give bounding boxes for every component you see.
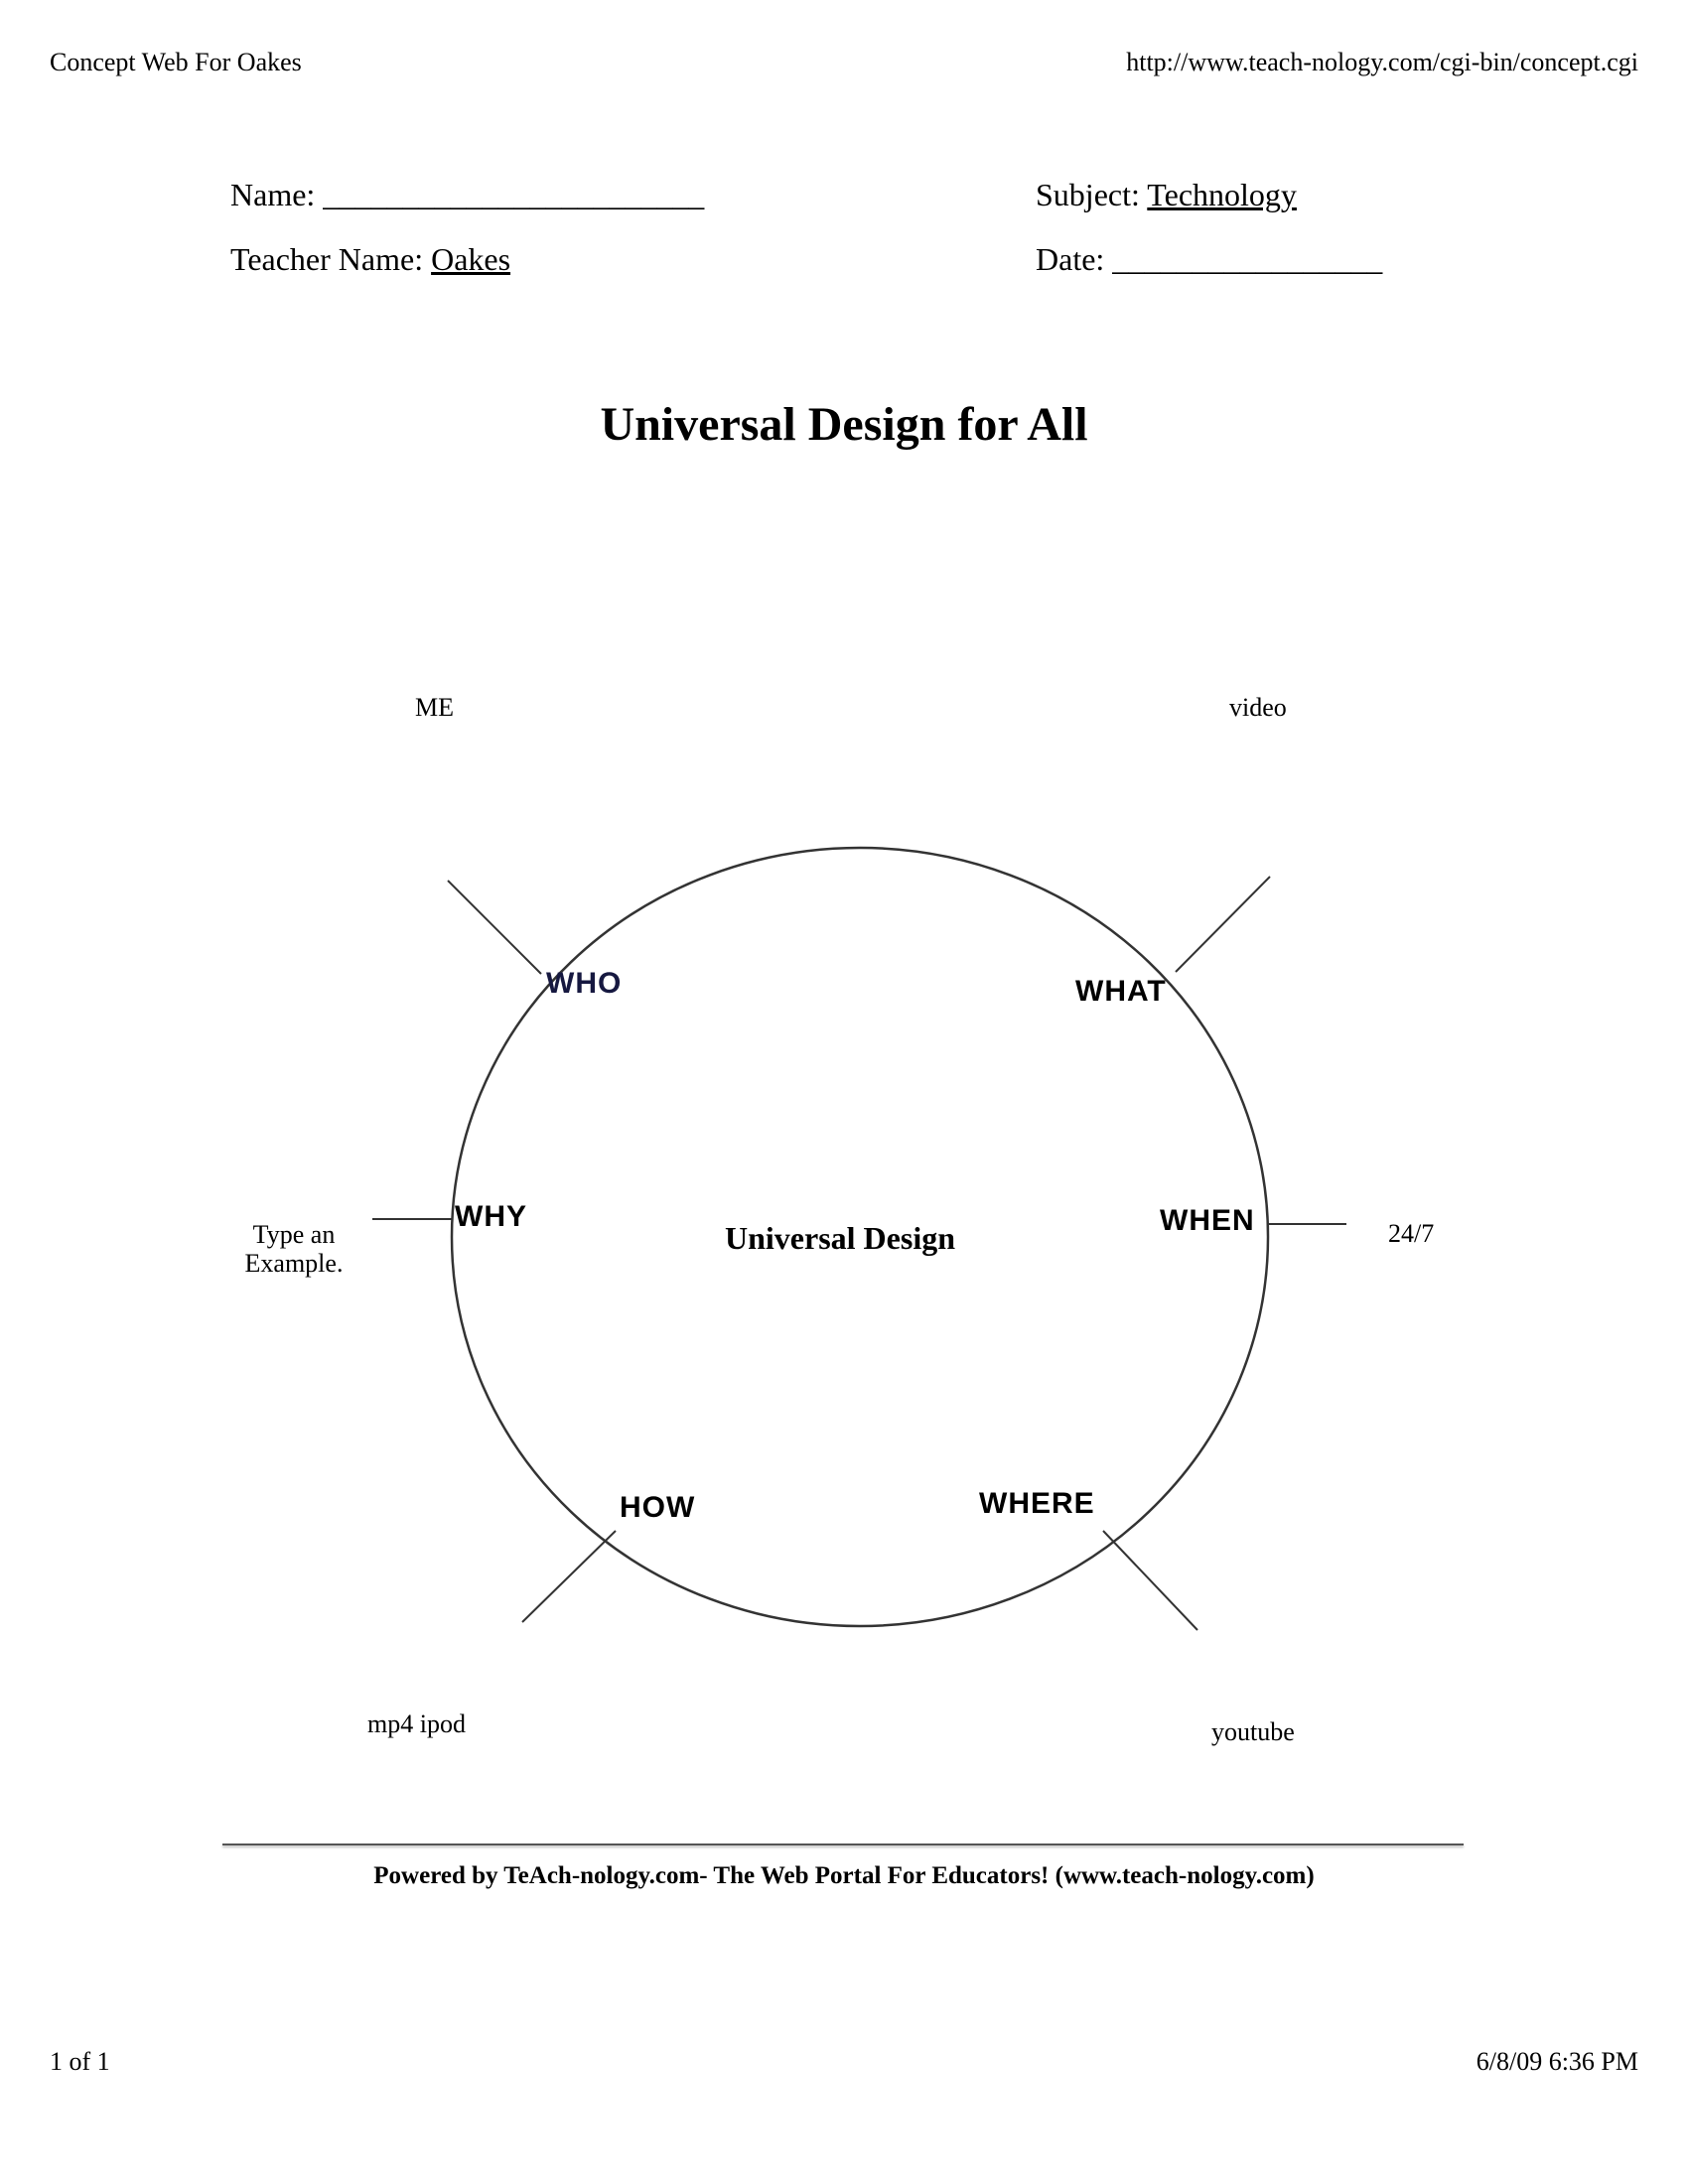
footer-divider	[222, 1843, 1464, 1845]
center-concept: Universal Design	[725, 1220, 955, 1256]
page-title: Universal Design for All	[600, 398, 1088, 451]
print-header-url: http://www.teach-nology.com/cgi-bin/concept.cgi	[1126, 48, 1638, 76]
spoke-line-how	[522, 1531, 616, 1622]
spoke-line-who	[448, 881, 541, 974]
spoke-label-where: WHERE	[979, 1487, 1095, 1520]
spoke-line-where	[1103, 1531, 1197, 1630]
example-where: youtube	[1211, 1717, 1295, 1746]
powered-by-footer: Powered by TeAch-nology.com- The Web Portal For Educators! (www.teach-nology.com)	[373, 1862, 1315, 1889]
subject-label: Subject:	[1036, 177, 1140, 212]
name-blank: ________________________	[323, 177, 705, 212]
example-why: Type an Example.	[244, 1220, 344, 1278]
spoke-label-how: HOW	[620, 1491, 696, 1524]
spoke-label-who: WHO	[546, 967, 623, 1000]
spoke-label-when: WHEN	[1160, 1204, 1255, 1237]
example-when: 24/7	[1388, 1219, 1435, 1248]
spoke-label-what: WHAT	[1075, 975, 1167, 1008]
page-count: 1 of 1	[50, 2047, 110, 2076]
example-how: mp4 ipod	[367, 1709, 466, 1738]
spoke-label-why: WHY	[455, 1200, 527, 1233]
subject-value: Technology	[1147, 177, 1297, 212]
print-timestamp: 6/8/09 6:36 PM	[1476, 2047, 1638, 2076]
teacher-label: Teacher Name:	[230, 241, 424, 277]
teacher-value: Oakes	[431, 241, 511, 277]
example-what: video	[1229, 693, 1287, 722]
spoke-line-what	[1176, 877, 1270, 972]
example-who: ME	[415, 693, 454, 722]
name-label: Name:	[230, 177, 316, 212]
date-blank: _________________	[1112, 241, 1383, 277]
print-header-title: Concept Web For Oakes	[50, 48, 302, 76]
date-label: Date:	[1036, 241, 1105, 277]
